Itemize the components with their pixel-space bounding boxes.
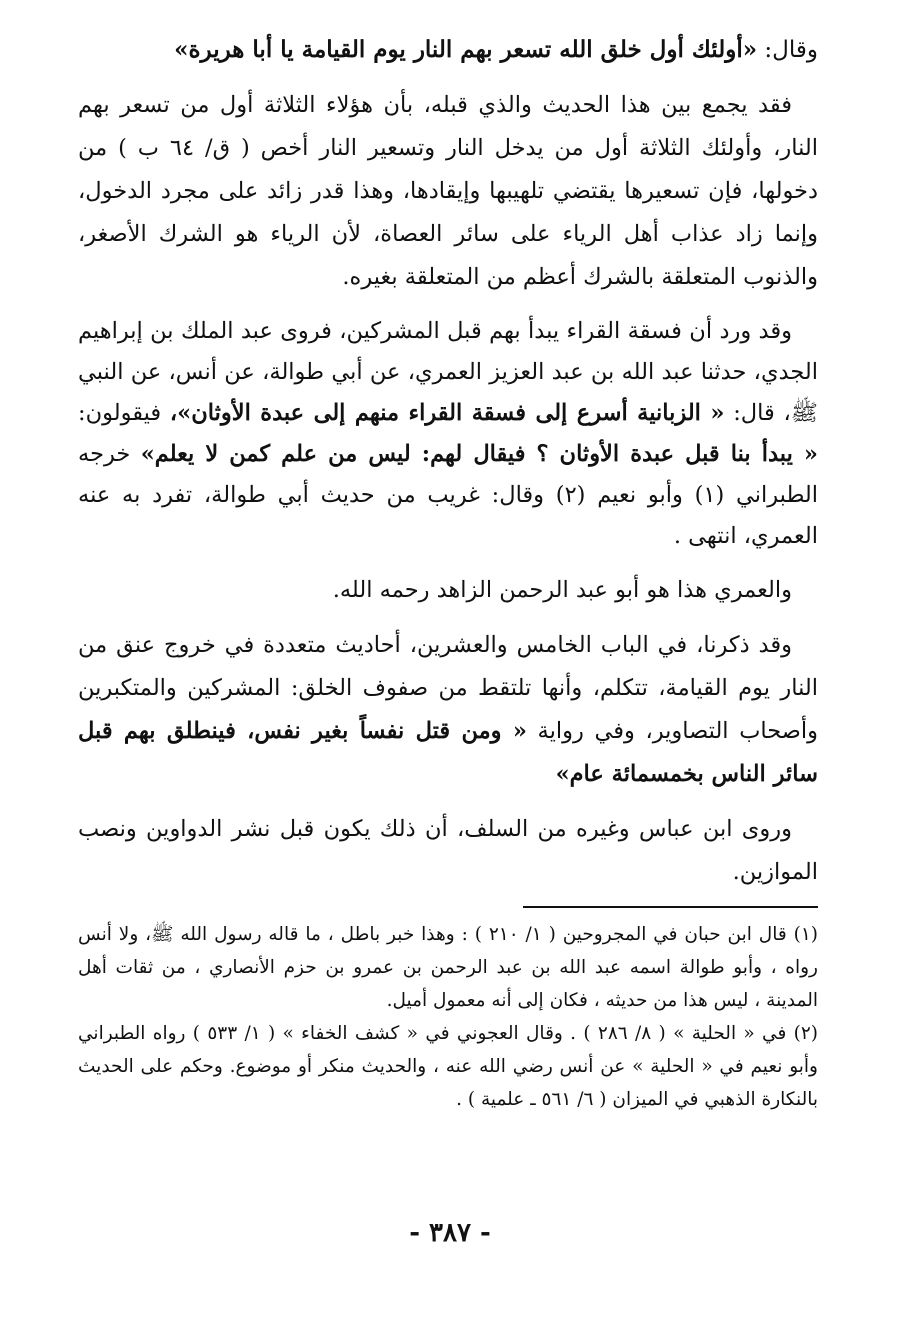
footnote-divider	[523, 906, 818, 908]
paragraph-3: والعمري هذا هو أبو عبد الرحمن الزاهد رحمه الله.	[332, 577, 792, 603]
paragraph-2	[78, 311, 818, 557]
paragraph-1: فقد يجمع بين هذا الحديث والذي قبله، بأن هؤلاء الثلاثة أول من تسعر بهم النار، وأولئك الثلاثة أول من يدخل النار وتسعير النار أخص ( ق/ ٦٤ ب ) من دخولها، فإن تسعيرها يقتضي تلهيبها وإيقادها، وهذا قدر زائد على مجرد الدخول، وإنما زاد عذاب أهل الرياء على سائر العصاة، لأن الرياء هو الشرك الأصغر، والذنوب المتعلقة بالشرك أعظم من المتعلقة بغيره.	[78, 92, 818, 290]
hadith-quote-3: « ومن قتل نفساً بغير نفس، فينطلق بهم قبل سائر الناس بخمسمائة عام»	[78, 718, 818, 787]
paragraph-4-text-a: وقد ذكرنا، في الباب الخامس والعشرين، أحاديث متعددة في خروج عنق من النار يوم القيامة، تتكلم، وأنها تلتقط من صفوف الخلق: المشركين والمتكبرين وأصحاب التصاوير، وفي رواية	[78, 632, 818, 744]
paragraph-4	[78, 624, 818, 796]
footnote-ref-1[interactable]: (١)	[694, 482, 725, 508]
paragraph-2-text-a: وقد ورد أن فسقة القراء يبدأ بهم قبل المشركين، فروى عبد الملك بن إبراهيم الجدي، حدثنا عبد الله بن عبد العزيز العمري، عن أبي طوالة، عن أنس، عن النبي ﷺ، قال:	[78, 318, 818, 426]
footnote-2: (٢) في « الحلية » ( ٨/ ٢٨٦ ) . وقال العجوني في « كشف الخفاء » ( ١/ ٥٣٣ ) رواه الطبراني وأبو نعيم في « الحلية » عن أنس رضي الله عنه ، والحديث منكر أو موضوع. وحكم على الحديث بالنكارة الذهبي في الميزان ( ٦/ ٥٦١ ـ علمية ) .	[78, 1023, 818, 1110]
hadith-quote-1: « الزبانية أسرع إلى فسقة القراء منهم إلى عبدة الأوثان»،	[169, 400, 725, 426]
footnote-ref-2[interactable]: (٢)	[555, 482, 586, 508]
paragraph-2-text-b: فيقولون:	[78, 400, 170, 426]
paragraph-2-text-c: خرجه الطبراني	[78, 441, 819, 508]
page-number: - ٣٨٧ -	[409, 1218, 491, 1248]
paragraph-5: وروى ابن عباس وغيره من السلف، أن ذلك يكون قبل نشر الدواوين ونصب الموازين.	[78, 816, 818, 885]
hadith-quote-2: « يبدأ بنا قبل عبدة الأوثان ؟ فيقال لهم: ليس من علم كمن لا يعلم»	[140, 441, 818, 467]
paragraph-2-text-e: وقال: غريب من حديث أبي طوالة، تفرد به عنه العمري، انتهى .	[78, 482, 818, 549]
footnotes	[78, 918, 818, 1116]
footnote-1: (١) قال ابن حبان في المجروحين ( ١/ ٢١٠ ) : وهذا خبر باطل ، ما قاله رسول الله ﷺ، ولا أنس رواه ، وأبو طوالة اسمه عبد الله بن عبد الرحمن بن عمرو بن حزم الأنصاري ، من ثقات أهل المدينة ، ليس هذا من حديثه ، فكان إلى أنه معمول أميل.	[78, 924, 818, 1011]
book-page	[78, 30, 818, 1116]
opening-prefix: وقال:	[757, 37, 818, 63]
paragraph-2-text-d: وأبو نعيم	[585, 482, 695, 508]
opening-hadith-quote: «أولئك أول خلق الله تسعر بهم النار يوم القيامة يا أبا هريرة»	[174, 36, 758, 63]
opening-line	[78, 30, 818, 70]
